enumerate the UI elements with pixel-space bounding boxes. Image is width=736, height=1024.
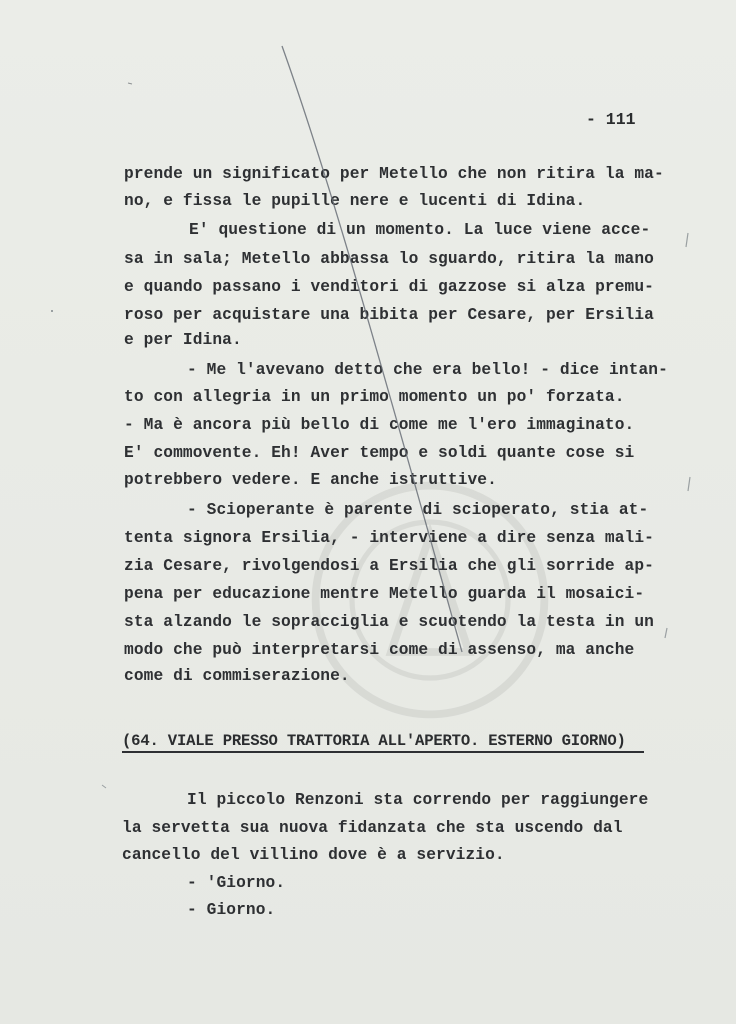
page-number: - 111 [586, 110, 636, 129]
scene-line-2: la servetta sua nuova fidanzata che sta uscendo dal [122, 819, 623, 837]
scene-line-1: Il piccolo Renzoni sta correndo per raggiungere [187, 791, 649, 809]
body-line-11: E' commovente. Eh! Aver tempo e soldi quante cose si [124, 444, 635, 462]
body-line-15: zia Cesare, rivolgendosi a Ersilia che gli sorride ap- [124, 557, 654, 575]
body-line-3: E' questione di un momento. La luce viene acce- [189, 221, 651, 239]
scene-line-5: - Giorno. [187, 901, 276, 919]
body-line-10: - Ma è ancora più bello di come me l'ero immaginato. [124, 416, 635, 434]
body-line-9: to con allegria in un primo momento un po' forzata. [124, 388, 625, 406]
body-line-19: come di commiserazione. [124, 667, 350, 685]
body-line-16: pena per educazione mentre Metello guarda il mosaici- [124, 585, 645, 603]
body-line-4: sa in sala; Metello abbassa lo sguardo, ritira la mano [124, 250, 654, 268]
scene-line-3: cancello del villino dove è a servizio. [122, 846, 505, 864]
body-line-7: e per Idina. [124, 331, 242, 349]
body-line-13: - Scioperante è parente di scioperato, stia at- [187, 501, 649, 519]
body-line-18: modo che può interpretarsi come di assenso, ma anche [124, 641, 635, 659]
scene-line-4: - 'Giorno. [187, 874, 286, 892]
body-line-5: e quando passano i venditori di gazzose si alza premu- [124, 278, 654, 296]
body-line-1: prende un significato per Metello che non ritira la ma- [124, 165, 664, 183]
body-line-6: roso per acquistare una bibita per Cesare, per Ersilia [124, 306, 654, 324]
body-line-8: - Me l'avevano detto che era bello! - dice intan- [187, 361, 668, 379]
body-line-14: tenta signora Ersilia, - interviene a dire senza mali- [124, 529, 654, 547]
body-line-17: sta alzando le sopracciglia e scuotendo la testa in un [124, 613, 654, 631]
scene-heading: (64. VIALE PRESSO TRATTORIA ALL'APERTO. ESTERNO GIORNO) [122, 732, 644, 753]
body-line-12: potrebbero vedere. E anche istruttive. [124, 471, 497, 489]
body-line-2: no, e fissa le pupille nere e lucenti di Idina. [124, 192, 586, 210]
